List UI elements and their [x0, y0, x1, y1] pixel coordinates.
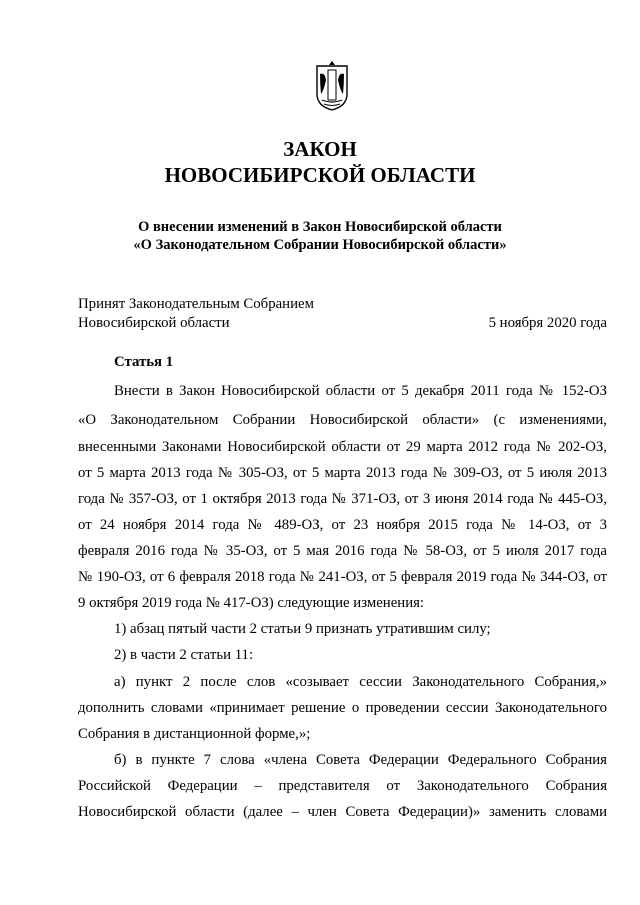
- article-line: Внести в Закон Новосибирской области от 5 декабря 2011 года № 152-ОЗ: [114, 383, 607, 399]
- document-title-line2: НОВОСИБИРСКОЙ ОБЛАСТИ: [164, 163, 476, 187]
- article-line: Российской Федерации – представителя от Законодательного Собрания: [78, 778, 607, 794]
- article-line: Собрания в дистанционной форме,»;: [78, 726, 311, 742]
- document-subtitle-line1: О внесении изменений в Закон Новосибирской области: [138, 219, 502, 235]
- article-line: 9 октября 2019 года № 417-ОЗ) следующие изменения:: [78, 595, 425, 611]
- article-line: от 24 ноября 2014 года № 489-ОЗ, от 23 ноября 2015 года № 14-ОЗ, от 3: [78, 517, 607, 533]
- document-title-line1: ЗАКОН: [283, 137, 357, 161]
- article-line: «О Законодательном Собрании Новосибирской области» (с изменениями,: [78, 412, 607, 428]
- article-line: от 5 марта 2013 года № 305-ОЗ, от 5 марта 2013 года № 309-ОЗ, от 5 июля 2013: [78, 465, 607, 481]
- article-line: дополнить словами «принимает решение о проведении сессии Законодательного: [78, 700, 607, 716]
- article-heading: Статья 1: [114, 354, 174, 370]
- adoption-line1: Принят Законодательным Собранием: [78, 296, 314, 312]
- article-line: № 190-ОЗ, от 6 февраля 2018 года № 241-ОЗ, от 5 февраля 2019 года № 344-ОЗ, от: [78, 569, 607, 585]
- coat-of-arms-icon: [315, 60, 349, 112]
- article-line: 2) в части 2 статьи 11:: [114, 647, 254, 663]
- adoption-date: 5 ноября 2020 года: [488, 315, 607, 331]
- article-line: 1) абзац пятый части 2 статьи 9 признать утратившим силу;: [114, 621, 491, 637]
- article-line: а) пункт 2 после слов «созывает сессии Законодательного Собрания,»: [114, 674, 607, 690]
- article-line: Новосибирской области (далее – член Совета Федерации)» заменить словами: [78, 804, 607, 820]
- article-line: февраля 2016 года № 35-ОЗ, от 5 мая 2016 года № 58-ОЗ, от 5 июля 2017 года: [78, 543, 607, 559]
- adoption-line2: Новосибирской области: [78, 315, 230, 331]
- article-line: б) в пункте 7 слова «члена Совета Федерации Федерального Собрания: [114, 752, 607, 768]
- document-subtitle-line2: «О Законодательном Собрании Новосибирской области»: [133, 237, 507, 253]
- article-line: внесенными Законами Новосибирской области от 29 марта 2012 года № 202-ОЗ,: [78, 439, 607, 455]
- article-line: года № 357-ОЗ, от 1 октября 2013 года № 371-ОЗ, от 3 июня 2014 года № 445-ОЗ,: [78, 491, 607, 507]
